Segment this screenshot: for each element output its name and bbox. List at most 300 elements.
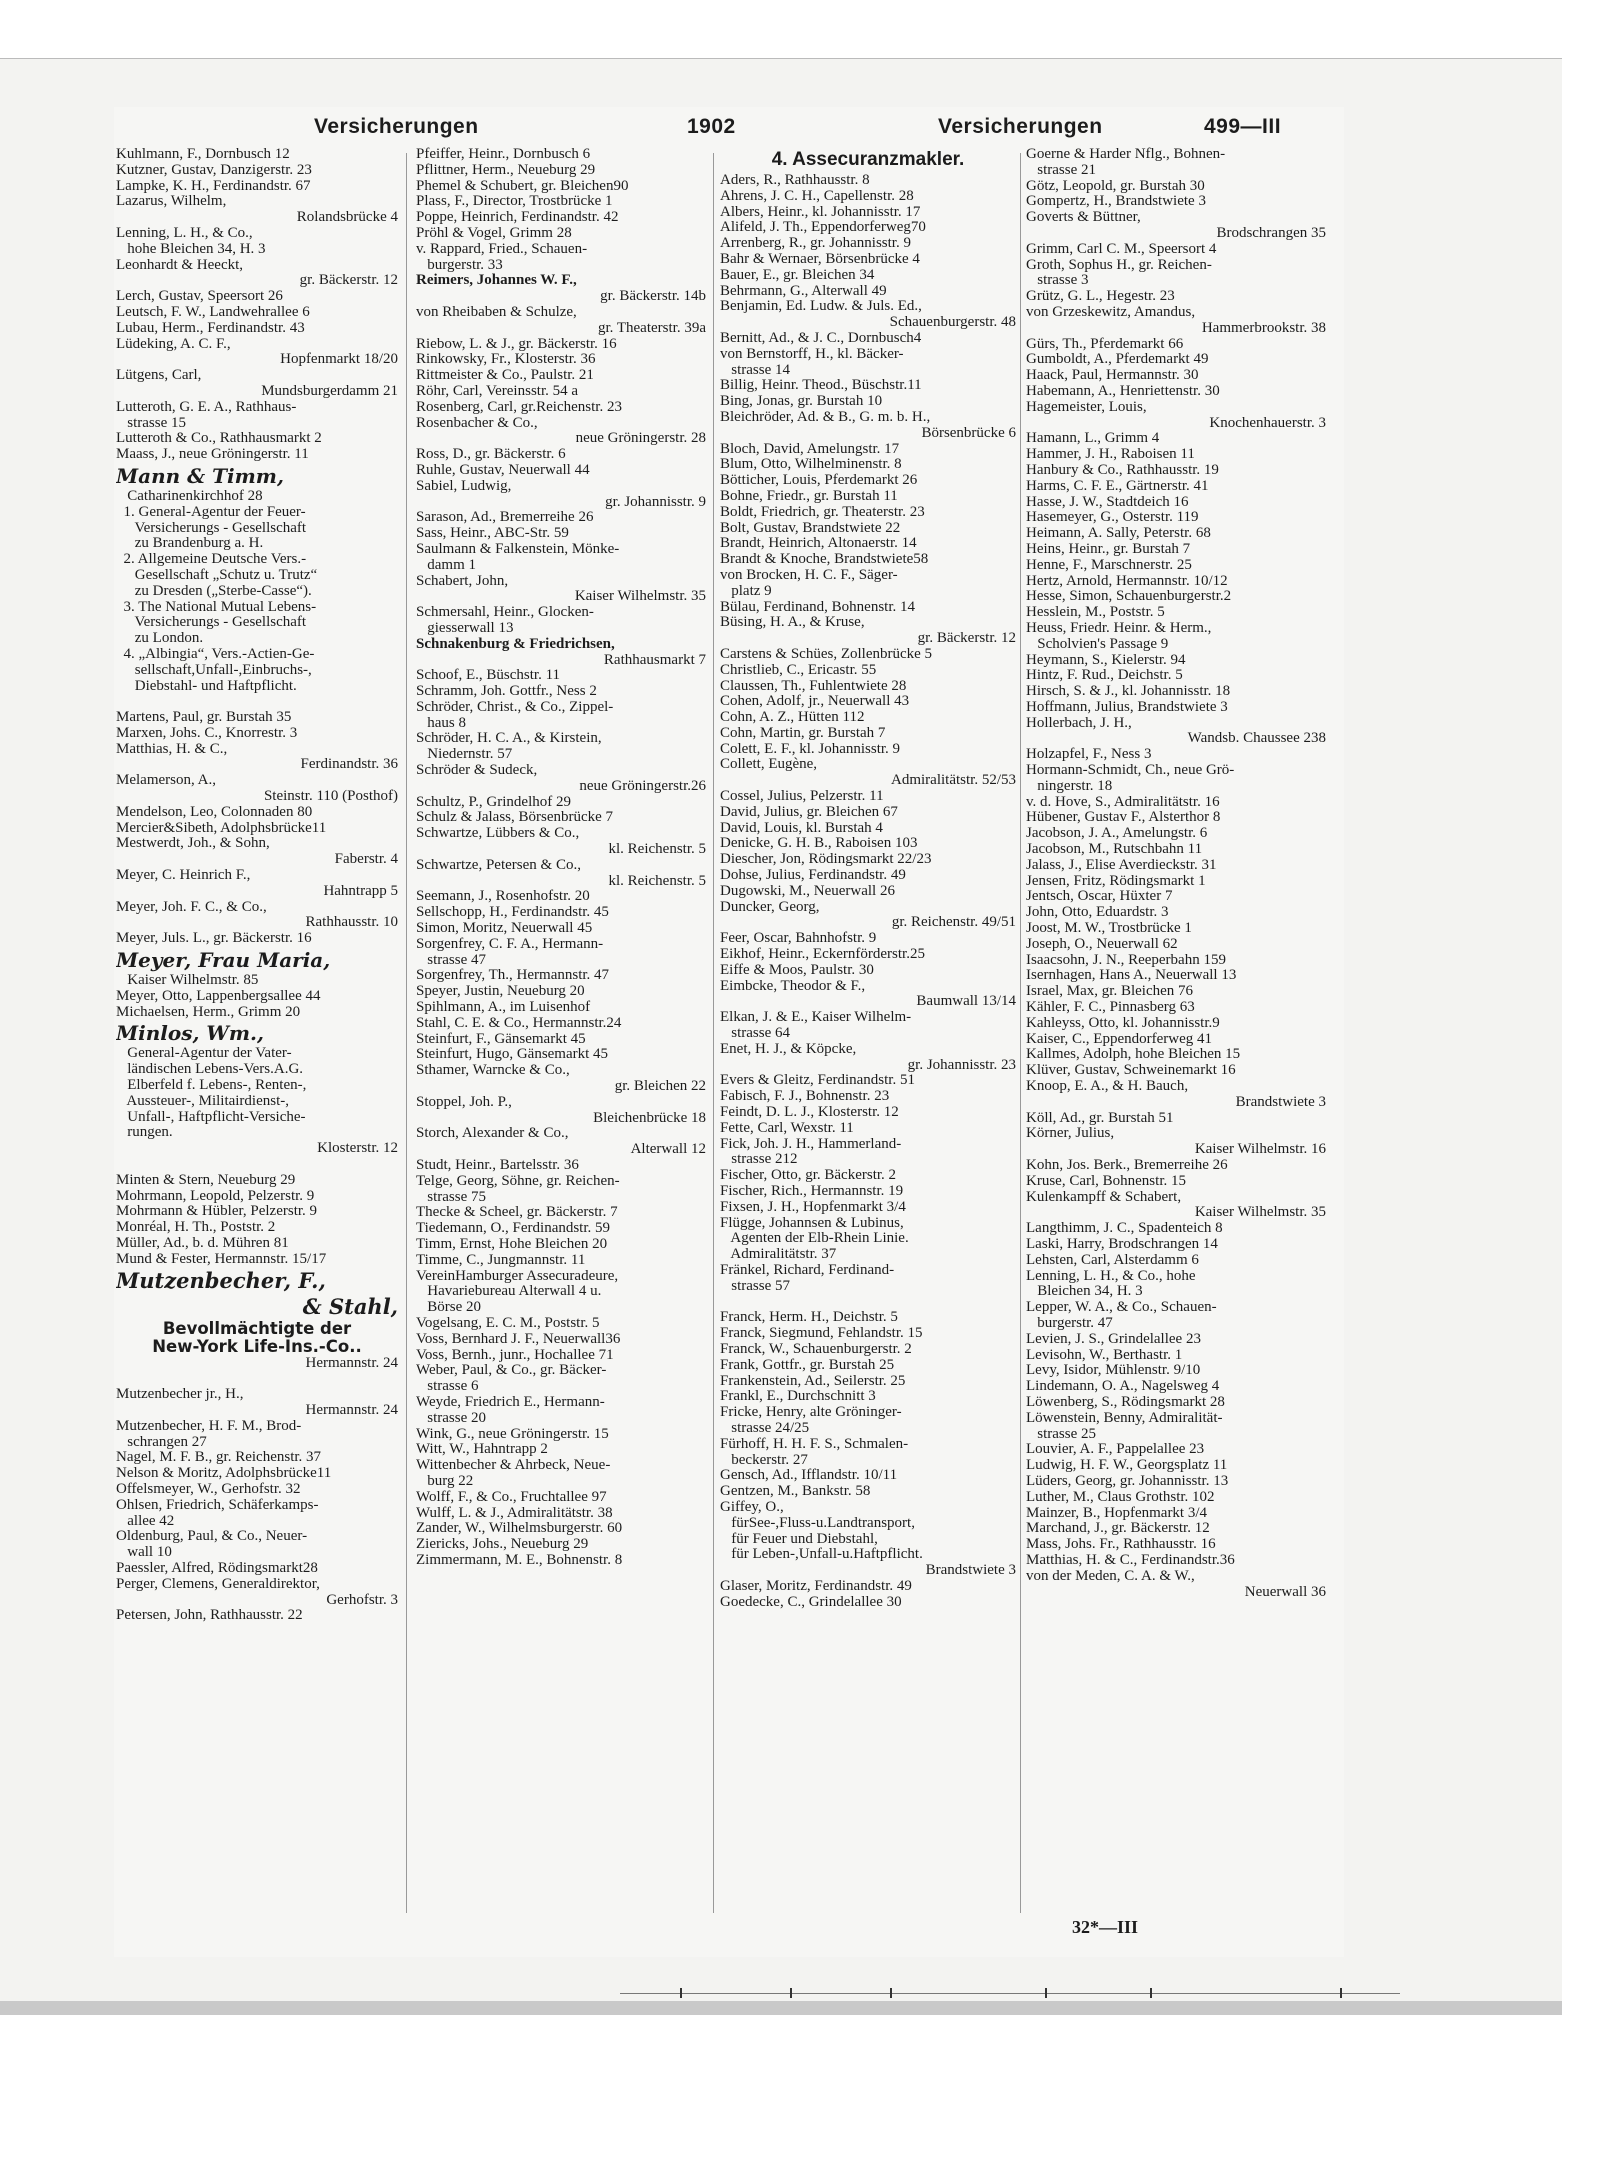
header-year: 1902 xyxy=(687,115,736,138)
directory-entry: Klosterstr. 12 xyxy=(317,1140,398,1157)
directory-entry: strasse 15 xyxy=(116,414,186,431)
directory-entry: gr. Bäckerstr. 14b xyxy=(600,288,706,305)
directory-entry: Bleichen 34, H. 3 xyxy=(1026,1283,1143,1300)
directory-entry: Lüdeking, A. C. F., xyxy=(116,335,231,352)
directory-entry: Elberfeld f. Lebens-, Renten-, xyxy=(116,1077,307,1094)
directory-entry: Henne, F., Marschnerstr. 25 xyxy=(1026,556,1192,573)
directory-entry: Neuerwall 36 xyxy=(1244,1583,1326,1600)
directory-entry: von Bernstorff, H., kl. Bäcker- xyxy=(720,345,904,362)
directory-entry: Knochenhauerstr. 3 xyxy=(1209,414,1326,431)
directory-entry: Langthimm, J. C., Spadenteich 8 xyxy=(1026,1220,1223,1237)
directory-entry: Stahl, C. E. & Co., Hermannstr.24 xyxy=(416,1014,622,1031)
directory-entry: Rathhausmarkt 7 xyxy=(603,651,706,668)
directory-entry: Admiralitätstr. 37 xyxy=(720,1246,837,1263)
directory-entry: Bahr & Wernaer, Börsenbrücke 4 xyxy=(720,250,920,267)
directory-entry: haus 8 xyxy=(416,714,466,731)
directory-entry: Kähler, F. C., Pinnasberg 63 xyxy=(1026,999,1195,1016)
ruler-tick xyxy=(1150,1988,1152,1998)
directory-entry: Bohne, Friedr., gr. Burstah 11 xyxy=(720,487,898,504)
directory-entry: Fürhoff, H. H. F. S., Schmalen- xyxy=(720,1435,909,1452)
directory-entry: Büsing, H. A., & Kruse, xyxy=(720,614,865,631)
directory-entry: Schwartze, Lübbers & Co., xyxy=(416,825,580,842)
directory-entry: Wolff, F., & Co., Fruchtallee 97 xyxy=(416,1488,607,1505)
directory-entry: General-Agentur der Vater- xyxy=(116,1045,292,1062)
directory-entry: Phemel & Schubert, gr. Bleichen90 xyxy=(416,177,629,194)
directory-entry: Perger, Clemens, Generaldirektor, xyxy=(116,1575,320,1592)
directory-entry: Rittmeister & Co., Paulstr. 21 xyxy=(416,367,594,384)
directory-entry: gr. Theaterstr. 39a xyxy=(597,319,706,336)
directory-entry: Feindt, D. L. J., Klosterstr. 12 xyxy=(720,1104,899,1121)
directory-entry: Schröder, Christ., & Co., Zippel- xyxy=(416,698,614,715)
directory-entry: Pflittner, Herm., Neueburg 29 xyxy=(416,161,596,178)
directory-entry: strasse 14 xyxy=(720,361,790,378)
directory-entry: burgerstr. 47 xyxy=(1026,1314,1113,1331)
directory-entry: Cossel, Julius, Pelzerstr. 11 xyxy=(720,788,884,805)
directory-entry: Rosenbacher & Co., xyxy=(416,414,538,431)
directory-entry: Hesse, Simon, Schauenburgerstr.2 xyxy=(1026,588,1232,605)
directory-entry: strasse 212 xyxy=(720,1151,798,1168)
directory-entry: Feer, Oscar, Bahnhofstr. 9 xyxy=(720,930,877,947)
directory-entry: Hasse, J. W., Stadtdeich 16 xyxy=(1026,493,1189,510)
directory-entry: allee 42 xyxy=(116,1512,175,1529)
directory-entry: 4. „Albingia“, Vers.-Actien-Ge- xyxy=(116,645,315,662)
directory-entry: Grimm, Carl C. M., Speersort 4 xyxy=(1026,240,1217,257)
directory-entry: Steinfurt, Hugo, Gänsemarkt 45 xyxy=(416,1046,609,1063)
directory-entry: Kallmes, Adolph, hohe Bleichen 15 xyxy=(1026,1046,1241,1063)
directory-entry: Gentzen, M., Bankstr. 58 xyxy=(720,1483,871,1500)
directory-entry: Körner, Julius, xyxy=(1026,1125,1115,1142)
directory-entry: Mutzenbecher, F., xyxy=(116,1267,326,1293)
directory-entry: sellschaft,Unfall-,Einbruchs-, xyxy=(116,661,312,678)
directory-entry: zu London. xyxy=(116,630,204,647)
directory-entry: Aussteuer-, Militairdienst-, xyxy=(116,1092,290,1109)
directory-entry xyxy=(116,694,398,710)
directory-entry: 3. The National Mutual Lebens- xyxy=(116,598,317,615)
directory-entry xyxy=(116,1371,398,1387)
directory-entry: Eimbcke, Theodor & F., xyxy=(720,977,866,994)
column-4 xyxy=(1026,147,1326,1927)
directory-entry: strasse 6 xyxy=(416,1378,479,1395)
directory-entry: Ludwig, H. F. W., Georgsplatz 11 xyxy=(1026,1457,1228,1474)
directory-entry: Israel, Max, gr. Bleichen 76 xyxy=(1026,983,1194,1000)
directory-entry: von Rheibaben & Schulze, xyxy=(416,303,577,320)
directory-entry: von der Meden, C. A. & W., xyxy=(1026,1567,1195,1584)
directory-entry: Mercier&Sibeth, Adolphsbrücke11 xyxy=(116,819,327,836)
directory-entry: Müller, Ad., b. d. Mühren 81 xyxy=(116,1235,289,1251)
directory-entry: Lutteroth & Co., Rathhausmarkt 2 xyxy=(116,430,322,447)
directory-entry: Albers, Heinr., kl. Johannisstr. 17 xyxy=(720,203,921,220)
directory-entry: Lenning, L. H., & Co., xyxy=(116,224,253,241)
directory-entry: Lubau, Herm., Ferdinandstr. 43 xyxy=(116,319,305,336)
directory-entry: Weber, Paul, & Co., gr. Bäcker- xyxy=(416,1362,607,1379)
directory-entry: Heins, Heinr., gr. Burstah 7 xyxy=(1026,540,1191,557)
directory-entry: Gerhofstr. 3 xyxy=(326,1591,398,1608)
directory-entry: strasse 64 xyxy=(720,1025,790,1042)
directory-entry: Leutsch, F. W., Landwehrallee 6 xyxy=(116,303,310,320)
directory-entry: Fabisch, F. J., Bohnenstr. 23 xyxy=(720,1088,890,1105)
directory-entry: Elkan, J. & E., Kaiser Wilhelm- xyxy=(720,1009,912,1026)
directory-entry: Evers & Gleitz, Ferdinandstr. 51 xyxy=(720,1072,915,1089)
directory-entry: Rosenberg, Carl, gr.Reichenstr. 23 xyxy=(416,398,622,415)
directory-entry: Niedernstr. 57 xyxy=(416,746,513,763)
directory-entry: v. d. Hove, S., Admiralitätstr. 16 xyxy=(1026,793,1220,810)
directory-entry: Kohn, Jos. Berk., Bremerreihe 26 xyxy=(1026,1157,1228,1173)
directory-entry: Frankenstein, Ad., Seilerstr. 25 xyxy=(720,1372,906,1389)
directory-entry: Schmersahl, Heinr., Glocken- xyxy=(416,604,594,621)
directory-entry: Mutzenbecher, H. F. M., Brod- xyxy=(116,1417,302,1434)
directory-entry: Götz, Leopold, gr. Burstah 30 xyxy=(1026,177,1205,194)
directory-entry: strasse 21 xyxy=(1026,161,1096,178)
scan-bottom-edge xyxy=(0,2001,1562,2015)
directory-entry: Kuhlmann, F., Dornbusch 12 xyxy=(116,147,290,162)
directory-entry: von Grzeskewitz, Amandus, xyxy=(1026,303,1196,320)
directory-entry: ländischen Lebens-Vers.A.G. xyxy=(116,1061,304,1078)
directory-entry: Meyer, Joh. F. C., & Co., xyxy=(116,898,267,915)
directory-entry: Röhr, Carl, Vereinsstr. 54 a xyxy=(416,382,579,399)
directory-entry: Stoppel, Joh. P., xyxy=(416,1093,512,1110)
directory-entry: burg 22 xyxy=(416,1472,474,1489)
directory-entry: Admiralitätstr. 52/53 xyxy=(891,772,1016,789)
directory-entry: Sorgenfrey, C. F. A., Hermann- xyxy=(416,935,604,952)
column-divider xyxy=(713,153,714,1913)
directory-entry: Gürs, Th., Pferdemarkt 66 xyxy=(1026,335,1184,352)
ruler-tick xyxy=(790,1988,792,1998)
directory-entry: Hübener, Gustav F., Alsterthor 8 xyxy=(1026,809,1221,826)
directory-entry: Ahrens, J. C. H., Capellenstr. 28 xyxy=(720,187,914,204)
directory-entry: Steinstr. 110 (Posthof) xyxy=(263,788,398,805)
directory-entry: Flügge, Johannsen & Lubinus, xyxy=(720,1214,904,1231)
directory-entry: Jalass, J., Elise Averdieckstr. 31 xyxy=(1026,856,1217,873)
directory-entry: Sass, Heinr., ABC-Str. 59 xyxy=(416,525,569,542)
directory-entry: Köll, Ad., gr. Burstah 51 xyxy=(1026,1109,1174,1126)
directory-entry: Hammer, J. H., Raboisen 11 xyxy=(1026,446,1195,463)
directory-entry: gr. Bäckerstr. 12 xyxy=(917,630,1016,647)
header-page-number: 499—III xyxy=(1204,115,1282,138)
directory-entry: v. Rappard, Fried., Schauen- xyxy=(416,240,588,257)
directory-entry: Tiedemann, O., Ferdinandstr. 59 xyxy=(416,1220,611,1237)
directory-entry: Fricke, Henry, alte Gröninger- xyxy=(720,1404,902,1421)
directory-entry: Studt, Heinr., Bartelsstr. 36 xyxy=(416,1157,579,1173)
directory-entry: 2. Allgemeine Deutsche Vers.- xyxy=(116,551,307,568)
directory-entry: Luther, M., Claus Grothstr. 102 xyxy=(1026,1488,1215,1505)
directory-entry: Voss, Bernh., junr., Hochallee 71 xyxy=(416,1346,614,1363)
directory-entry: Groth, Sophus H., gr. Reichen- xyxy=(1026,256,1212,273)
directory-entry: platz 9 xyxy=(720,582,772,599)
directory-entry: neue Gröningerstr. 28 xyxy=(575,430,706,447)
directory-entry: Monréal, H. Th., Poststr. 2 xyxy=(116,1219,276,1236)
ruler-tick xyxy=(1340,1988,1342,1998)
directory-entry: Agenten der Elb-Rhein Linie. xyxy=(720,1230,909,1247)
directory-entry: strasse 20 xyxy=(416,1409,486,1426)
directory-entry: Frankl, E., Durchschnitt 3 xyxy=(720,1388,876,1405)
directory-entry: Ruhle, Gustav, Neuerwall 44 xyxy=(416,461,590,478)
directory-entry: 4. Assecuranzmakler. xyxy=(771,149,965,170)
directory-entry: Versicherungs - Gesellschaft xyxy=(116,519,307,536)
directory-entry: ningerstr. 18 xyxy=(1026,777,1113,794)
directory-entry: Heuss, Friedr. Heinr. & Herm., xyxy=(1026,619,1212,636)
directory-entry: & Stahl, xyxy=(302,1293,398,1319)
directory-entry: Claussen, Th., Fuhlentwiete 28 xyxy=(720,677,907,694)
directory-entry: Brandt & Knoche, Brandstwiete58 xyxy=(720,551,929,568)
directory-entry: Habemann, A., Henriettenstr. 30 xyxy=(1026,382,1220,399)
directory-entry: David, Julius, gr. Bleichen 67 xyxy=(720,803,898,820)
directory-entry: Christlieb, C., Ericastr. 55 xyxy=(720,661,877,678)
directory-entry: Bevollmächtigte der xyxy=(162,1318,352,1338)
directory-entry: Wittenbecher & Ahrbeck, Neue- xyxy=(416,1457,611,1474)
directory-entry: Schröder, H. C. A., & Kirstein, xyxy=(416,730,602,747)
directory-entry: Kruse, Carl, Bohnenstr. 15 xyxy=(1026,1172,1186,1189)
directory-entry: Bötticher, Louis, Pferdemarkt 26 xyxy=(720,472,918,489)
directory-entry: gr. Johannisstr. 23 xyxy=(907,1056,1016,1073)
directory-entry: Bülau, Ferdinand, Bohnenstr. 14 xyxy=(720,598,915,615)
directory-entry: Fischer, Otto, gr. Bäckerstr. 2 xyxy=(720,1167,897,1184)
directory-entry: Jacobson, M., Rutschbahn 11 xyxy=(1026,841,1203,858)
directory-entry: gr. Johannisstr. 9 xyxy=(605,493,706,510)
directory-entry: damm 1 xyxy=(416,556,476,573)
column-3 xyxy=(720,147,1016,1927)
scanned-page xyxy=(0,58,1562,2003)
directory-entry: kl. Reichenstr. 5 xyxy=(608,841,706,858)
directory-entry: Mohrmann, Leopold, Pelzerstr. 9 xyxy=(116,1187,315,1204)
directory-entry: Petersen, John, Rathhausstr. 22 xyxy=(116,1607,303,1624)
page-header xyxy=(114,107,1344,147)
directory-entry: Mundsburgerdamm 21 xyxy=(261,382,398,399)
directory-entry: Matthias, H. & C., xyxy=(116,740,228,757)
directory-entry: Cohen, Adolf, jr., Neuerwall 43 xyxy=(720,693,910,710)
directory-entry: Lazarus, Wilhelm, xyxy=(116,193,227,210)
header-right-title: Versicherungen xyxy=(938,115,1103,138)
directory-entry: Rathhausstr. 10 xyxy=(305,914,398,931)
directory-entry: Rolandsbrücke 4 xyxy=(296,209,398,226)
directory-entry: Catharinenkirchhof 28 xyxy=(116,487,263,504)
directory-entry: Meyer, C. Heinrich F., xyxy=(116,867,251,884)
directory-entry: Hasemeyer, G., Osterstr. 119 xyxy=(1026,509,1199,526)
directory-entry: Börsenbrücke 6 xyxy=(921,424,1016,441)
directory-entry: Meyer, Otto, Lappenbergsallee 44 xyxy=(116,987,321,1004)
directory-entry: gr. Reichenstr. 49/51 xyxy=(891,914,1016,931)
directory-entry: Levien, J. S., Grindelallee 23 xyxy=(1026,1330,1201,1347)
directory-entry: Riebow, L. & J., gr. Bäckerstr. 16 xyxy=(416,335,617,352)
directory-entry: Witt, W., Hahntrapp 2 xyxy=(416,1441,548,1458)
directory-entry: Oldenburg, Paul, & Co., Neuer- xyxy=(116,1528,308,1545)
directory-entry: Billig, Heinr. Theod., Büschstr.11 xyxy=(720,377,922,394)
directory-entry: Arrenberg, R., gr. Johannisstr. 9 xyxy=(720,235,911,252)
directory-entry: Ohlsen, Friedrich, Schäferkamps- xyxy=(116,1496,319,1513)
ruler-tick xyxy=(890,1988,892,1998)
directory-entry: Cohn, A. Z., Hütten 112 xyxy=(720,709,865,726)
directory-entry: Goerne & Harder Nflg., Bohnen- xyxy=(1026,147,1226,162)
directory-entry: Blum, Otto, Wilhelminenstr. 8 xyxy=(720,456,902,473)
directory-entry: Gompertz, H., Brandstwiete 3 xyxy=(1026,193,1206,210)
directory-entry: Brodschrangen 35 xyxy=(1216,224,1326,241)
directory-entry: kl. Reichenstr. 5 xyxy=(608,872,706,889)
directory-entry: Kulenkampff & Schabert, xyxy=(1026,1188,1182,1205)
directory-entry: Carstens & Schües, Zollenbrücke 5 xyxy=(720,645,933,662)
directory-entry: Behrmann, G., Alterwall 49 xyxy=(720,282,887,299)
directory-entry: Colett, E. F., kl. Johannisstr. 9 xyxy=(720,740,901,757)
directory-entry: Benjamin, Ed. Ludw. & Juls. Ed., xyxy=(720,298,922,315)
directory-entry: gr. Bäckerstr. 12 xyxy=(299,272,398,289)
directory-entry: Kaiser, C., Eppendorferweg 41 xyxy=(1026,1030,1213,1047)
directory-entry: Haack, Paul, Hermannstr. 30 xyxy=(1026,367,1199,384)
directory-entry: Gesellschaft „Schutz u. Trutz“ xyxy=(116,566,318,583)
directory-entry: Brandt, Heinrich, Altonaerstr. 14 xyxy=(720,535,917,552)
directory-entry: Mund & Fester, Hermannstr. 15/17 xyxy=(116,1250,327,1267)
directory-entry: Reimers, Johannes W. F., xyxy=(416,272,577,289)
directory-entry: Hammerbrookstr. 38 xyxy=(1201,319,1326,336)
directory-entry: zu Brandenburg a. H. xyxy=(116,535,264,552)
directory-entry: Jentsch, Oscar, Hüxter 7 xyxy=(1026,888,1173,905)
directory-entry: schrangen 27 xyxy=(116,1433,207,1450)
column-divider xyxy=(406,153,407,1913)
directory-entry: Bernitt, Ad., & J. C., Dornbusch4 xyxy=(720,329,922,346)
directory-entry: Mann & Timm, xyxy=(116,463,284,488)
directory-entry: Franck, Siegmund, Fehlandstr. 15 xyxy=(720,1325,923,1342)
directory-entry: Fick, Joh. J. H., Hammerland- xyxy=(720,1135,902,1152)
directory-entry: Goverts & Büttner, xyxy=(1026,209,1141,226)
directory-entry: Joseph, O., Neuerwall 62 xyxy=(1026,935,1178,952)
directory-entry: strasse 3 xyxy=(1026,272,1089,289)
directory-entry: Fischer, Rich., Hermannstr. 19 xyxy=(720,1183,904,1199)
directory-entry: Hermannstr. 24 xyxy=(305,1401,398,1418)
directory-entry: Pröhl & Vogel, Grimm 28 xyxy=(416,224,572,241)
directory-entry: Marxen, Johs. C., Knorrestr. 3 xyxy=(116,724,298,741)
ruler-tick xyxy=(680,1988,682,1998)
directory-entry: Bleichenbrücke 18 xyxy=(593,1109,706,1126)
directory-entry: Eikhof, Heinr., Eckernförderstr.25 xyxy=(720,946,925,963)
directory-entry: Laski, Harry, Brodschrangen 14 xyxy=(1026,1235,1218,1252)
ruler-tick xyxy=(1045,1988,1047,1998)
directory-entry: Weyde, Friedrich E., Hermann- xyxy=(416,1393,605,1410)
directory-entry: hohe Bleichen 34, H. 3 xyxy=(116,240,266,257)
directory-entry: Lutteroth, G. E. A., Rathhaus- xyxy=(116,398,297,415)
directory-entry: Hintz, F. Rud., Deichstr. 5 xyxy=(1026,667,1183,684)
directory-entry: rungen. xyxy=(116,1124,173,1141)
directory-entry: Plass, F., Director, Trostbrücke 1 xyxy=(416,193,613,210)
directory-entry: beckerstr. 27 xyxy=(720,1451,808,1468)
directory-entry: Boldt, Friedrich, gr. Theaterstr. 23 xyxy=(720,503,925,520)
directory-entry: Storch, Alexander & Co., xyxy=(416,1125,569,1142)
directory-entry: Börse 20 xyxy=(416,1299,481,1316)
directory-entry: Kaiser Wilhelmstr. 35 xyxy=(574,588,706,605)
directory-entry: Steinfurt, F., Gänsemarkt 45 xyxy=(416,1030,586,1047)
directory-entry: Mainzer, B., Hopfenmarkt 3/4 xyxy=(1026,1504,1208,1521)
directory-entry: Knoop, E. A., & H. Bauch, xyxy=(1026,1078,1189,1095)
directory-entry: Klüver, Gustav, Schweinemarkt 16 xyxy=(1026,1062,1236,1079)
directory-entry: Offelsmeyer, W., Gerhofstr. 32 xyxy=(116,1480,301,1497)
directory-entry: Nelson & Moritz, Adolphsbrücke11 xyxy=(116,1465,332,1482)
directory-entry: Schauenburgerstr. 48 xyxy=(889,314,1016,331)
directory-entry: Löwenberg, S., Rödingsmarkt 28 xyxy=(1026,1393,1225,1410)
header-left-title: Versicherungen xyxy=(314,115,479,138)
directory-entry: Aders, R., Rathhausstr. 8 xyxy=(720,172,870,188)
directory-entry: Collett, Eugène, xyxy=(720,756,818,773)
directory-entry: Isernhagen, Hans A., Neuerwall 13 xyxy=(1026,967,1237,984)
directory-entry: Kaiser Wilhelmstr. 35 xyxy=(1194,1204,1326,1221)
directory-entry: Timm, Ernst, Hohe Bleichen 20 xyxy=(416,1235,608,1252)
directory-entry: 1. General-Agentur der Feuer- xyxy=(116,503,306,520)
directory-entry: Simon, Moritz, Neuerwall 45 xyxy=(416,920,593,937)
directory-entry: Hermannstr. 24 xyxy=(305,1354,398,1371)
directory-entry: Poppe, Heinrich, Ferdinandstr. 42 xyxy=(416,209,619,226)
directory-entry: Voss, Bernhard J. F., Neuerwall36 xyxy=(416,1330,621,1347)
directory-entry: Scholvien's Passage 9 xyxy=(1026,635,1169,652)
directory-entry: Schabert, John, xyxy=(416,572,509,589)
directory-entry: Mohrmann & Hübler, Pelzerstr. 9 xyxy=(116,1203,318,1220)
directory-entry: Alterwall 12 xyxy=(630,1141,706,1158)
directory-entry: Lüders, Georg, gr. Johannisstr. 13 xyxy=(1026,1472,1229,1489)
directory-entry: Hopfenmarkt 18/20 xyxy=(280,351,398,368)
directory-entry: Matthias, H. & C., Ferdinandstr.36 xyxy=(1026,1551,1235,1568)
directory-entry: Dugowski, M., Neuerwall 26 xyxy=(720,882,895,899)
directory-entry: Lütgens, Carl, xyxy=(116,367,202,384)
directory-entry: Levy, Isidor, Mühlenstr. 9/10 xyxy=(1026,1362,1201,1379)
directory-entry: strasse 24/25 xyxy=(720,1419,810,1436)
directory-entry: Unfall-, Haftpflicht-Versiche- xyxy=(116,1108,306,1125)
directory-entry: giesserwall 13 xyxy=(416,619,514,636)
directory-entry: Zander, W., Wilhelmsburgerstr. 60 xyxy=(416,1520,623,1537)
directory-entry: Bolt, Gustav, Brandstwiete 22 xyxy=(720,519,901,536)
directory-entry: strasse 75 xyxy=(416,1188,486,1205)
directory-entry: Enet, H. J., & Köpcke, xyxy=(720,1040,857,1057)
directory-entry: burgerstr. 33 xyxy=(416,256,503,273)
directory-columns xyxy=(114,147,1344,1947)
directory-entry: zu Dresden („Sterbe-Casse“). xyxy=(116,582,312,599)
directory-entry: Bloch, David, Amelungstr. 17 xyxy=(720,440,900,457)
directory-entry: für Leben-,Unfall-u.Haftpflicht. xyxy=(720,1546,923,1563)
directory-entry: Saulmann & Falkenstein, Mönke- xyxy=(416,540,620,557)
directory-entry: Kaiser Wilhelmstr. 85 xyxy=(116,972,259,989)
directory-entry: Alifeld, J. Th., Eppendorferweg70 xyxy=(720,219,926,236)
directory-entry: Harms, C. F. E., Gärtnerstr. 41 xyxy=(1026,477,1209,494)
directory-entry: Fixsen, J. H., Hopfenmarkt 3/4 xyxy=(720,1198,906,1215)
directory-entry: Duncker, Georg, xyxy=(720,898,820,915)
directory-entry: Mestwerdt, Joh., & Sohn, xyxy=(116,835,270,852)
directory-entry: Lehsten, Carl, Alsterdamm 6 xyxy=(1026,1251,1199,1268)
directory-entry: Pfeiffer, Heinr., Dornbusch 6 xyxy=(416,147,591,162)
directory-entry: Frank, Gottfr., gr. Burstah 25 xyxy=(720,1356,895,1373)
directory-entry: Ferdinandstr. 36 xyxy=(300,756,398,773)
directory-entry: Hertz, Arnold, Hermannstr. 10/12 xyxy=(1026,572,1228,589)
directory-entry: Melamerson, A., xyxy=(116,772,216,789)
directory-entry: Mutzenbecher jr., H., xyxy=(116,1386,244,1403)
directory-entry: Rinkowsky, Fr., Klosterstr. 36 xyxy=(416,351,596,368)
directory-entry: Schwartze, Petersen & Co., xyxy=(416,856,581,873)
directory-entry: Hollerbach, J. H., xyxy=(1026,714,1132,731)
directory-entry: Schoof, E., Büschstr. 11 xyxy=(416,667,561,684)
directory-entry: Schnakenburg & Friedrichsen, xyxy=(416,635,615,652)
directory-entry: Sabiel, Ludwig, xyxy=(416,477,512,494)
directory-entry: Wulff, L. & J., Admiralitätstr. 38 xyxy=(416,1504,613,1521)
directory-entry: Cohn, Martin, gr. Burstah 7 xyxy=(720,724,886,741)
directory-entry: Sorgenfrey, Th., Hermannstr. 47 xyxy=(416,967,610,984)
directory-entry: Speyer, Justin, Neueburg 20 xyxy=(416,983,585,1000)
directory-entry: Hamann, L., Grimm 4 xyxy=(1026,430,1160,447)
column-1 xyxy=(116,147,398,1927)
directory-entry: für Feuer und Diebstahl, xyxy=(720,1530,878,1547)
directory-entry: Dohse, Julius, Ferdinandstr. 49 xyxy=(720,867,906,884)
directory-entry: Lenning, L. H., & Co., hohe xyxy=(1026,1267,1196,1284)
directory-entry: Minten & Stern, Neueburg 29 xyxy=(116,1171,296,1188)
directory-entry: Glaser, Moritz, Ferdinandstr. 49 xyxy=(720,1577,912,1594)
directory-entry: Schramm, Joh. Gottfr., Ness 2 xyxy=(416,683,597,700)
directory-entry: Hormann-Schmidt, Ch., neue Grö- xyxy=(1026,762,1235,779)
directory-entry: Bleichröder, Ad. & B., G. m. b. H., xyxy=(720,408,931,425)
directory-entry: Kaiser Wilhelmstr. 16 xyxy=(1194,1141,1326,1158)
directory-entry: Levisohn, W., Berthastr. 1 xyxy=(1026,1346,1183,1363)
directory-entry: Meyer, Juls. L., gr. Bäckerstr. 16 xyxy=(116,930,312,947)
directory-entry: Kutzner, Gustav, Danzigerstr. 23 xyxy=(116,161,312,178)
